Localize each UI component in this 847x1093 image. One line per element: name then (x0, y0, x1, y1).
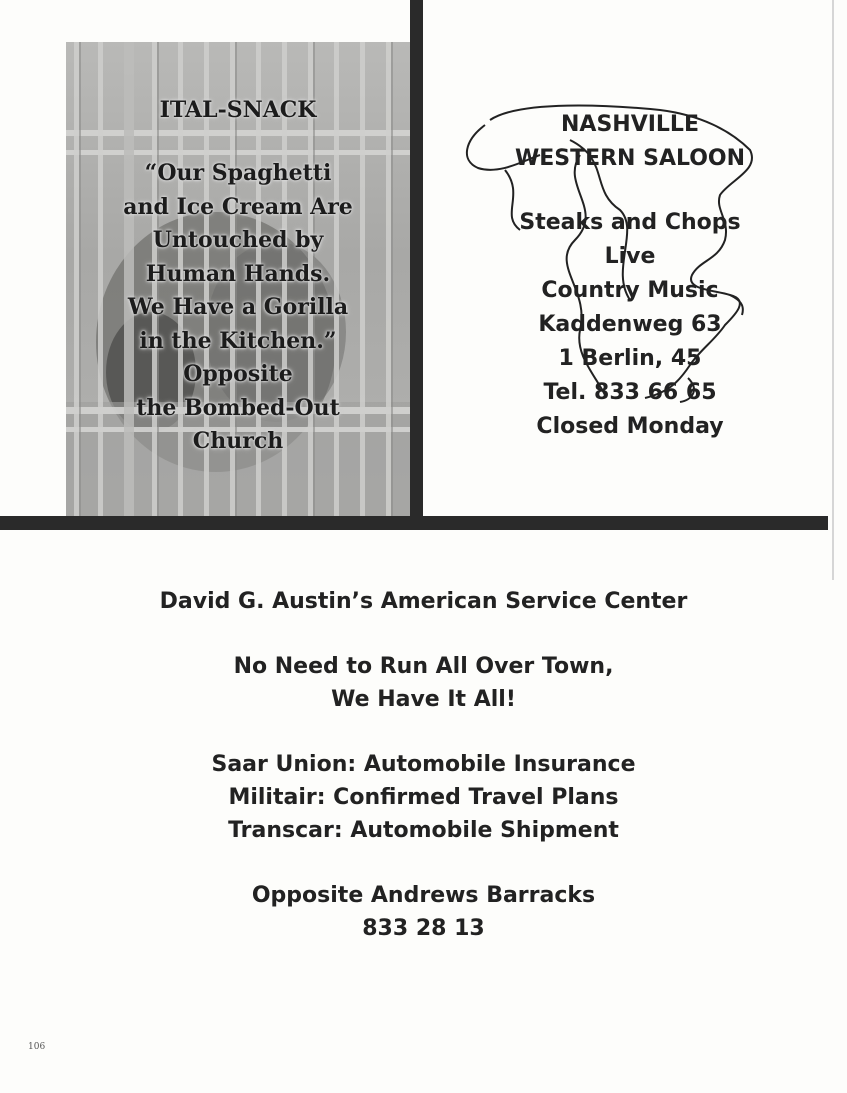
austin-service-line: Saar Union: Automobile Insurance (211, 752, 636, 777)
austin-service-line: Militair: Confirmed Travel Plans (228, 785, 619, 810)
austin-slogan-line: We Have It All! (331, 687, 516, 712)
ital-line: Untouched by (152, 227, 324, 253)
nashville-line: Live (604, 244, 656, 269)
austin-slogan-line: No Need to Run All Over Town, (233, 654, 614, 679)
ital-line: Human Hands. (145, 260, 331, 287)
ital-line: the Bombed-Out (136, 394, 340, 421)
nashville-title (430, 108, 830, 176)
ital-line: in the Kitchen.” (139, 327, 337, 354)
horizontal-divider (0, 516, 828, 530)
nashville-body (430, 206, 830, 444)
austin-service-line: Transcar: Automobile Shipment (228, 818, 619, 843)
page-edge (832, 0, 834, 580)
nashville-title-line: NASHVILLE (561, 112, 699, 137)
nashville-line: Tel. 833 66 65 (543, 380, 717, 405)
ital-snack-title: ITAL-SNACK (159, 97, 317, 123)
austin-location: Opposite Andrews Barracks (251, 883, 596, 908)
austin-headline: David G. Austin’s American Service Center (159, 589, 688, 614)
nashville-line: 1 Berlin, 45 (558, 346, 702, 371)
vertical-divider (410, 0, 423, 521)
austin-slogan (0, 650, 847, 716)
page-number: 106 (28, 1042, 46, 1052)
ital-snack-ad (66, 42, 410, 518)
nashville-line: Steaks and Chops (519, 210, 741, 235)
ital-line: Church (192, 428, 284, 454)
austin-service-center-ad (0, 585, 847, 977)
ital-line: and Ice Cream Are (123, 193, 353, 220)
austin-services (0, 748, 847, 847)
nashville-line: Closed Monday (536, 414, 724, 439)
ital-snack-body (66, 157, 410, 459)
austin-phone: 833 28 13 (362, 916, 485, 941)
ital-line: “Our Spaghetti (144, 160, 332, 186)
austin-contact (0, 879, 847, 945)
nashville-line: Kaddenweg 63 (538, 312, 722, 337)
nashville-title-line: WESTERN SALOON (514, 146, 746, 171)
nashville-saloon-ad (430, 100, 830, 450)
nashville-line: Country Music (541, 278, 719, 303)
ital-line: We Have a Gorilla (127, 294, 349, 320)
ital-line: Opposite (183, 361, 293, 387)
